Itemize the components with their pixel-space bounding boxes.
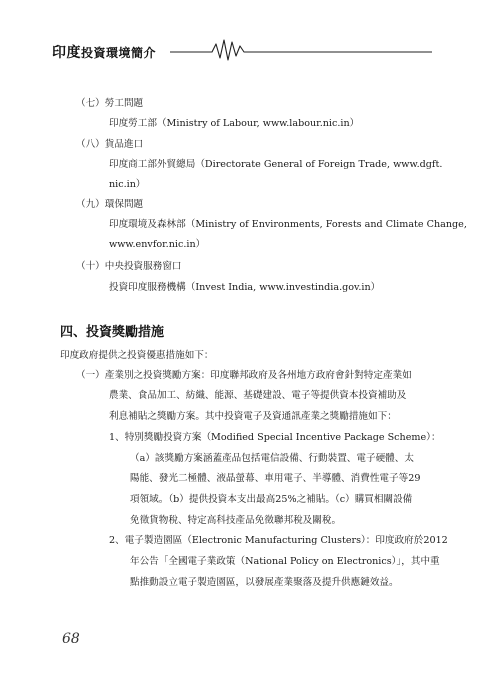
text-line: 項領域。（b）提供投資本支出最高25%之補貼。（c）購買相關設備 <box>130 494 413 505</box>
text-line: 免徵貨物稅、特定高科技產品免徵聯邦稅及關稅。 <box>130 515 342 526</box>
text-line: 印度環境及森林部（Ministry of Environments, Forests and Climate Change, <box>109 219 467 230</box>
list-item-heading: （七）勞工問題 <box>76 98 144 109</box>
text-line: 印度商工部外貿總局（Directorate General of Foreign Trade, www.dgft. <box>109 159 443 170</box>
text-line: www.envfor.nic.in） <box>109 239 206 250</box>
text-line: 印度勞工部（Ministry of Labour, www.labour.nic.in） <box>109 118 360 129</box>
text-line: nic.in） <box>109 179 146 190</box>
text-line: 點推動設立電子製造園區，以發展產業聚落及提升供應鏈效益。 <box>130 577 399 588</box>
text-line: 陽能、發光二極體、液晶螢幕、車用電子、半導體、消費性電子等29 <box>130 473 421 484</box>
list-item-heading: （十）中央投資服務窗口 <box>76 261 182 272</box>
text-line: 印度政府提供之投資優惠措施如下： <box>60 350 214 361</box>
text-line: 投資印度服務機構（Invest India, www.investindia.gov.in） <box>109 282 381 293</box>
text-line: 農業、食品加工、紡織、能源、基礎建設、電子等提供資本投資補助及 <box>109 390 407 401</box>
page-number: 68 <box>62 631 80 647</box>
header-title: 印度投資環境簡介 <box>52 45 157 61</box>
list-item-heading: （九）環保問題 <box>76 199 144 210</box>
text-line: 年公告「全國電子業政策（National Policy on Electronics）」，其中重 <box>130 556 440 567</box>
text-line: 利息補貼之獎勵方案。其中投資電子及資通訊產業之獎勵措施如下： <box>109 411 397 422</box>
section-heading: 四、投資獎勵措施 <box>60 325 165 340</box>
sub-item-heading: 1、特別獎勵投資方案（Modified Special Incentive Package Scheme）： <box>109 432 441 443</box>
list-item-heading: （一）產業別之投資獎勵方案：印度聯邦政府及各州地方政府會針對特定產業如 <box>76 370 412 381</box>
running-header <box>52 32 432 62</box>
list-item-heading: （八）貨品進口 <box>76 139 144 150</box>
sub-item-heading: 2、電子製造園區（Electronic Manufacturing Clusters）：印度政府於2012 <box>109 535 448 546</box>
text-line: （a）該獎勵方案涵蓋產品包括電信設備、行動裝置、電子硬體、太 <box>130 453 414 464</box>
